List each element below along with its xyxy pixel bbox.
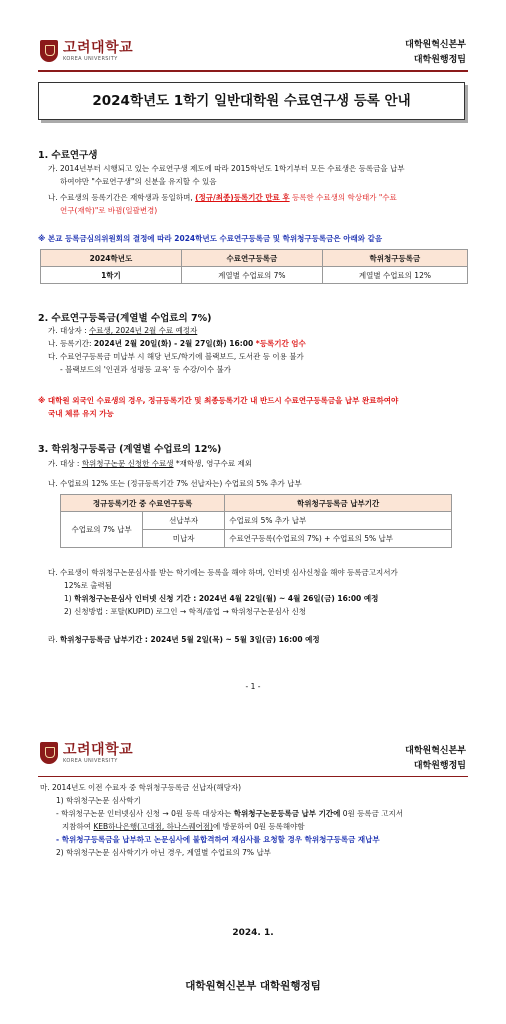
degree-table-group: 수업료의 7% 납부 <box>61 512 143 548</box>
university-logo <box>40 40 133 62</box>
degree-table-header: 학위청구등록금 납부기간 <box>225 495 452 512</box>
notice-fee-decision: ※ 본교 등록금심의위원회의 결정에 따라 2024학년도 수료연구등록금 및 학위청구등록금은 아래와 같음 <box>38 234 383 243</box>
s2-ga-label: 가. 대상자 : <box>48 326 90 335</box>
s2-na-period: 2024년 2월 20일(화) - 2월 27일(화) 16:00 <box>93 339 254 348</box>
notice-foreign-line1: ※ 대학원 외국인 수료생의 경우, 정규등록기간 및 최종등록기간 내 반드시 수료연구등록금을 납부 완료하여야 <box>38 396 399 405</box>
dept-line-1: 대학원혁신본부 <box>405 746 466 756</box>
s3-ga <box>48 457 488 470</box>
s3-ra-label: 라. <box>48 635 61 644</box>
degree-table-cell: 수업료의 5% 추가 납부 <box>225 512 452 530</box>
s3-da-1-text: 학위청구논문심사 인터넷 신청 기간 : 2024년 4월 22일(월) ~ 4월 26일(금) 16:00 예정 <box>74 594 379 603</box>
p2-item1: 1) 학위청구논문 심사학기 <box>56 796 141 805</box>
p2-line2-rest: 에 방문하여 0원 등록해야함 <box>212 822 305 831</box>
dept-line-2: 대학원행정팀 <box>413 761 466 771</box>
p2-line2-bank: KEB하나은행(고대점, 하나스퀘어점) <box>93 822 213 831</box>
p2-ma-heading: 마. 2014년도 이전 수료자 중 학위청구등록금 선납자(해당자) <box>40 783 242 792</box>
p2-item2: 2) 학위청구논문 심사학기가 아닌 경우, 계열별 수업료의 7% 납부 <box>56 848 271 857</box>
s3-ra <box>48 633 488 646</box>
s3-da-line1: 다. 수료생이 학위청구논문심사를 받는 학기에는 등록을 해야 하며, 인터넷 심사신청을 해야 등록금고지서가 <box>48 568 398 577</box>
p2-ma <box>40 781 500 859</box>
s3-ga-label: 가. 대상 : <box>48 459 82 468</box>
s2-da: 다. 수료연구등록금 미납부 시 해당 년도/학기에 블랙보드, 도서관 등 이용 불가 <box>48 352 304 361</box>
fee-table-cell: 계열별 수업료의 7% <box>181 267 322 284</box>
degree-fee-table <box>60 494 452 548</box>
section1-heading: 1. 수료연구생 <box>38 150 98 161</box>
notice-foreign <box>38 394 498 420</box>
degree-table-header: 정규등록기간 중 수료연구등록 <box>61 495 225 512</box>
logo-english: KOREA UNIVERSITY <box>63 55 118 62</box>
section3-heading: 3. 학위청구등록금 (계열별 수업료의 12%) <box>38 444 222 455</box>
s2-da-sub: - 블랙보드의 '인권과 성평등 교육' 등 수강/이수 불가 <box>60 365 231 374</box>
s1-na-text: 나. 수료생의 등록기간은 재학생과 동일하며, <box>48 193 196 202</box>
p2-line1-rest: 0원 등록금 고지서 <box>340 809 404 818</box>
s1-na-highlight: (정규/최종)등록기간 만료 후 <box>195 193 290 202</box>
header-rule <box>38 70 468 72</box>
s1-ga-line2: 하여야만 "수료연구생"의 신분을 유지할 수 있음 <box>60 177 217 186</box>
dept-line-2: 대학원행정팀 <box>413 55 466 65</box>
s1-na <box>48 191 488 217</box>
degree-table-cell: 수료연구등록(수업료의 7%) + 수업료의 5% 납부 <box>225 530 452 548</box>
s3-da <box>48 566 498 618</box>
logo-korean: 고려대학교 <box>63 741 134 758</box>
footer-org: 대학원혁신본부 대학원행정팀 <box>185 980 321 992</box>
s2-body <box>48 324 488 376</box>
logo-korean: 고려대학교 <box>63 39 134 56</box>
s1-ga <box>48 162 478 188</box>
s2-ga-target: 수료생, 2024년 2월 수료 예정자 <box>89 326 198 335</box>
page-number: - 1 - <box>245 682 261 691</box>
notice-foreign-line2: 국내 체류 유지 가능 <box>48 409 114 418</box>
s1-ga-line1: 가. 2014년부터 시행되고 있는 수료연구생 제도에 따라 2015학년도 1학기부터 모든 수료생은 등록금을 납부 <box>48 164 405 173</box>
s3-da-1-num: 1) <box>64 594 75 603</box>
s3-na: 나. 수업료의 12% 또는 (정규등록기간 7% 선납자는) 수업료의 5% 추가 납부 <box>48 479 302 488</box>
degree-table-cell: 선납부자 <box>143 512 225 530</box>
section2-heading: 2. 수료연구등록금(계열별 수업료의 7%) <box>38 313 212 324</box>
fee-table-header: 수료연구등록금 <box>181 250 322 267</box>
crest-icon <box>40 742 58 764</box>
p2-line1-bold: 학위청구논문등록금 납부 기간에 <box>233 809 341 818</box>
dept-line-1: 대학원혁신본부 <box>405 40 466 50</box>
s2-na-label: 나. 등록기간: <box>48 339 94 348</box>
s1-na-line2: 연구(재학)"로 바뀜(일괄변경) <box>60 206 158 215</box>
document-title: 2024학년도 1학기 일반대학원 수료연구생 등록 안내 <box>38 82 465 120</box>
fee-table-header: 학위청구등록금 <box>322 250 467 267</box>
footer-date: 2024. 1. <box>232 928 274 938</box>
degree-table-cell: 미납자 <box>143 530 225 548</box>
department-block <box>405 38 466 68</box>
crest-icon <box>40 40 58 62</box>
fee-table-cell: 계열별 수업료의 12% <box>322 267 467 284</box>
fee-table <box>40 249 468 284</box>
s1-na-red: 등록한 수료생의 학상태가 "수료 <box>289 193 397 202</box>
s3-da-line2: 12%로 출력됨 <box>64 581 113 590</box>
fee-table-header: 2024학년도 <box>41 250 182 267</box>
p2-line3: - 학위청구등록금을 납부하고 논문심사에 불합격하여 재심사를 요청할 경우 학위청구등록금 재납부 <box>56 835 380 844</box>
s3-ga-exclusion: *재학생, 영구수료 제외 <box>173 459 253 468</box>
s3-da-2: 2) 신청방법 : 포탈(KUPID) 로그인 → 학적/졸업 → 학위청구논문심사 신청 <box>64 607 306 616</box>
university-logo <box>40 742 133 764</box>
p2-line1-text: - 학위청구논문 인터넷심사 신청 → 0원 등록 대상자는 <box>56 809 234 818</box>
s3-ra-text: 학위청구등록금 납부기간 : 2024년 5월 2일(목) ~ 5월 3일(금) 16:00 예정 <box>60 635 320 644</box>
department-block <box>405 744 466 774</box>
header-rule <box>38 776 468 777</box>
s2-na-notice: *등록기간 엄수 <box>253 339 306 348</box>
logo-english: KOREA UNIVERSITY <box>63 757 118 764</box>
s3-ga-target: 학위청구논문 신청한 수료생 <box>81 459 174 468</box>
p2-line2-text: 지참하여 <box>62 822 94 831</box>
fee-table-cell: 1학기 <box>41 267 182 284</box>
